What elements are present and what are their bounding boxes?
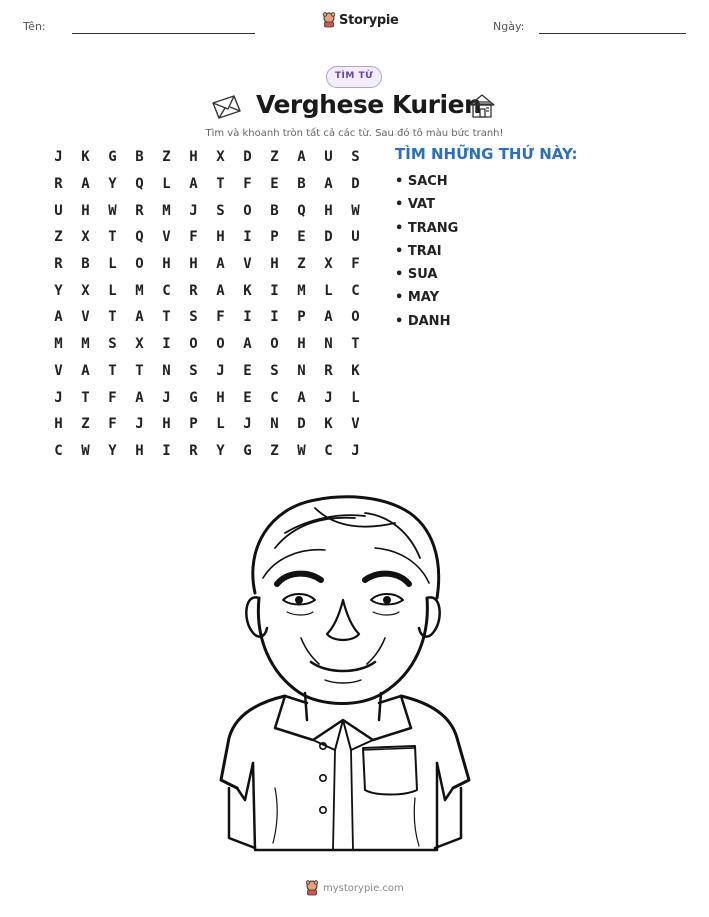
- grid-letter[interactable]: G: [108, 149, 117, 166]
- grid-letter[interactable]: Z: [54, 229, 63, 246]
- grid-letter[interactable]: H: [324, 202, 333, 219]
- grid-letter[interactable]: F: [189, 229, 198, 246]
- grid-letter[interactable]: P: [189, 416, 198, 433]
- grid-letter[interactable]: S: [189, 309, 198, 326]
- word-list: [395, 170, 458, 333]
- grid-letter[interactable]: N: [324, 336, 333, 353]
- grid-letter[interactable]: X: [135, 336, 144, 353]
- grid-letter[interactable]: A: [216, 256, 225, 273]
- grid-letter[interactable]: C: [54, 442, 63, 459]
- grid-letter[interactable]: R: [54, 256, 63, 273]
- word-list-item: • TRAI: [395, 243, 442, 259]
- grid-letter[interactable]: N: [162, 362, 171, 379]
- grid-letter[interactable]: V: [81, 309, 90, 326]
- grid-letter[interactable]: A: [81, 362, 90, 379]
- grid-letter[interactable]: I: [243, 309, 252, 326]
- grid-letter[interactable]: P: [297, 309, 306, 326]
- grid-letter[interactable]: Z: [81, 416, 90, 433]
- grid-letter[interactable]: M: [81, 336, 90, 353]
- grid-letter[interactable]: O: [135, 256, 144, 273]
- grid-letter[interactable]: L: [108, 282, 117, 299]
- grid-letter[interactable]: O: [189, 336, 198, 353]
- grid-letter[interactable]: U: [54, 202, 63, 219]
- grid-letter[interactable]: D: [324, 229, 333, 246]
- instructions: Tìm và khoanh tròn tất cả các từ. Sau đó tô màu bức tranh!: [205, 128, 504, 139]
- grid-letter[interactable]: Q: [135, 229, 144, 246]
- grid-letter[interactable]: A: [135, 389, 144, 406]
- grid-letter[interactable]: H: [162, 416, 171, 433]
- grid-letter[interactable]: X: [81, 229, 90, 246]
- grid-letter[interactable]: B: [270, 202, 279, 219]
- name-label: Tên:: [23, 20, 46, 33]
- grid-letter[interactable]: T: [81, 389, 90, 406]
- grid-letter[interactable]: B: [135, 149, 144, 166]
- grid-letter[interactable]: H: [297, 336, 306, 353]
- hut-icon: [467, 92, 497, 120]
- grid-letter[interactable]: Y: [108, 442, 117, 459]
- grid-letter[interactable]: A: [216, 282, 225, 299]
- grid-letter[interactable]: T: [108, 309, 117, 326]
- grid-letter[interactable]: Z: [270, 149, 279, 166]
- grid-letter[interactable]: G: [243, 442, 252, 459]
- grid-letter[interactable]: F: [108, 416, 117, 433]
- grid-letter[interactable]: L: [216, 416, 225, 433]
- grid-letter[interactable]: S: [216, 202, 225, 219]
- grid-letter[interactable]: V: [243, 256, 252, 273]
- name-line[interactable]: [72, 33, 255, 34]
- grid-letter[interactable]: E: [243, 362, 252, 379]
- word-list-item: • MAY: [395, 290, 440, 306]
- grid-letter[interactable]: K: [81, 149, 90, 166]
- word-list-title: TÌM NHỮNG THỨ NÀY:: [395, 145, 578, 163]
- grid-letter[interactable]: E: [243, 389, 252, 406]
- date-line[interactable]: [539, 33, 686, 34]
- grid-letter[interactable]: L: [351, 389, 360, 406]
- grid-letter[interactable]: R: [54, 176, 63, 193]
- grid-letter[interactable]: T: [108, 362, 117, 379]
- grid-letter[interactable]: A: [297, 149, 306, 166]
- grid-letter[interactable]: E: [297, 229, 306, 246]
- grid-letter[interactable]: J: [243, 416, 252, 433]
- word-list-item: • SACH: [395, 174, 448, 189]
- envelope-icon: [210, 94, 243, 120]
- grid-letter[interactable]: X: [216, 149, 225, 166]
- word-list-item: • VAT: [395, 197, 435, 213]
- word-list-item: • TRANG: [395, 220, 459, 236]
- grid-letter[interactable]: A: [54, 309, 63, 326]
- grid-letter[interactable]: M: [54, 336, 63, 353]
- grid-letter[interactable]: J: [162, 389, 171, 406]
- grid-letter[interactable]: R: [189, 442, 198, 459]
- grid-letter[interactable]: N: [270, 416, 279, 433]
- grid-letter[interactable]: A: [324, 176, 333, 193]
- grid-letter[interactable]: V: [351, 416, 360, 433]
- grid-letter[interactable]: E: [270, 176, 279, 193]
- grid-letter[interactable]: X: [324, 256, 333, 273]
- grid-letter[interactable]: M: [162, 202, 171, 219]
- grid-letter[interactable]: C: [324, 442, 333, 459]
- grid-letter[interactable]: I: [270, 309, 279, 326]
- puzzle-badge: TÌM TỪ: [326, 66, 382, 88]
- grid-letter[interactable]: H: [189, 256, 198, 273]
- grid-letter[interactable]: A: [81, 176, 90, 193]
- page-title: Verghese Kurien: [256, 90, 482, 119]
- grid-letter[interactable]: H: [81, 202, 90, 219]
- grid-letter[interactable]: H: [216, 229, 225, 246]
- grid-letter[interactable]: K: [243, 282, 252, 299]
- grid-letter[interactable]: A: [324, 309, 333, 326]
- grid-letter[interactable]: J: [135, 416, 144, 433]
- grid-letter[interactable]: X: [81, 282, 90, 299]
- grid-letter[interactable]: M: [135, 282, 144, 299]
- grid-letter[interactable]: O: [270, 336, 279, 353]
- grid-letter[interactable]: M: [297, 282, 306, 299]
- grid-letter[interactable]: H: [189, 149, 198, 166]
- grid-letter[interactable]: S: [351, 149, 360, 166]
- grid-letter[interactable]: F: [216, 309, 225, 326]
- grid-letter[interactable]: I: [243, 229, 252, 246]
- grid-letter[interactable]: Q: [297, 202, 306, 219]
- grid-letter[interactable]: S: [270, 362, 279, 379]
- grid-letter[interactable]: C: [162, 282, 171, 299]
- grid-letter[interactable]: N: [297, 362, 306, 379]
- brand-name: Storypie: [339, 12, 399, 28]
- grid-letter[interactable]: F: [108, 389, 117, 406]
- grid-letter[interactable]: B: [81, 256, 90, 273]
- grid-letter[interactable]: A: [243, 336, 252, 353]
- grid-letter[interactable]: W: [351, 202, 360, 219]
- grid-letter[interactable]: K: [324, 416, 333, 433]
- grid-letter[interactable]: J: [216, 362, 225, 379]
- grid-letter[interactable]: R: [324, 362, 333, 379]
- grid-letter[interactable]: T: [108, 229, 117, 246]
- grid-letter[interactable]: C: [351, 282, 360, 299]
- grid-letter[interactable]: S: [108, 336, 117, 353]
- grid-letter[interactable]: B: [297, 176, 306, 193]
- date-label: Ngày:: [493, 20, 525, 33]
- grid-letter[interactable]: W: [108, 202, 117, 219]
- grid-letter[interactable]: A: [189, 176, 198, 193]
- grid-letter[interactable]: H: [54, 416, 63, 433]
- grid-letter[interactable]: J: [351, 442, 360, 459]
- grid-letter[interactable]: A: [135, 309, 144, 326]
- grid-letter[interactable]: R: [189, 282, 198, 299]
- grid-letter[interactable]: V: [54, 362, 63, 379]
- grid-letter[interactable]: J: [189, 202, 198, 219]
- brand: [322, 12, 399, 28]
- grid-letter[interactable]: H: [135, 442, 144, 459]
- grid-letter[interactable]: D: [243, 149, 252, 166]
- grid-letter[interactable]: Z: [270, 442, 279, 459]
- grid-letter[interactable]: L: [162, 176, 171, 193]
- grid-letter[interactable]: Y: [54, 282, 63, 299]
- footer-url[interactable]: mystorypie.com: [323, 882, 404, 894]
- letter-grid: [45, 144, 370, 464]
- storypie-logo-icon: [305, 880, 319, 896]
- word-list-item: • SUA: [395, 267, 438, 283]
- grid-letter[interactable]: K: [351, 362, 360, 379]
- grid-letter[interactable]: V: [162, 229, 171, 246]
- grid-letter[interactable]: Y: [108, 176, 117, 193]
- grid-letter[interactable]: Z: [162, 149, 171, 166]
- grid-letter[interactable]: L: [324, 282, 333, 299]
- grid-letter[interactable]: R: [135, 202, 144, 219]
- grid-letter[interactable]: I: [162, 336, 171, 353]
- grid-letter[interactable]: I: [162, 442, 171, 459]
- grid-letter[interactable]: Z: [297, 256, 306, 273]
- grid-letter[interactable]: O: [216, 336, 225, 353]
- grid-letter[interactable]: U: [324, 149, 333, 166]
- grid-letter[interactable]: P: [270, 229, 279, 246]
- grid-letter[interactable]: U: [351, 229, 360, 246]
- grid-letter[interactable]: D: [297, 416, 306, 433]
- grid-letter[interactable]: W: [81, 442, 90, 459]
- grid-letter[interactable]: T: [216, 176, 225, 193]
- grid-letter[interactable]: I: [270, 282, 279, 299]
- grid-letter[interactable]: D: [351, 176, 360, 193]
- portrait-coloring-illustration[interactable]: [215, 488, 495, 853]
- footer: [305, 880, 404, 896]
- word-list-item: • DANH: [395, 313, 451, 329]
- grid-letter[interactable]: T: [135, 362, 144, 379]
- grid-letter[interactable]: O: [351, 309, 360, 326]
- grid-letter[interactable]: S: [189, 362, 198, 379]
- grid-letter[interactable]: G: [189, 389, 198, 406]
- grid-letter[interactable]: H: [216, 389, 225, 406]
- grid-letter[interactable]: T: [162, 309, 171, 326]
- grid-letter[interactable]: A: [297, 389, 306, 406]
- grid-letter[interactable]: H: [270, 256, 279, 273]
- grid-letter[interactable]: W: [297, 442, 306, 459]
- grid-letter[interactable]: J: [54, 389, 63, 406]
- grid-letter[interactable]: O: [243, 202, 252, 219]
- grid-letter[interactable]: H: [162, 256, 171, 273]
- grid-letter[interactable]: Y: [216, 442, 225, 459]
- grid-letter[interactable]: F: [243, 176, 252, 193]
- grid-letter[interactable]: L: [108, 256, 117, 273]
- grid-letter[interactable]: Q: [135, 176, 144, 193]
- grid-letter[interactable]: C: [270, 389, 279, 406]
- grid-letter[interactable]: J: [324, 389, 333, 406]
- storypie-logo-icon: [322, 12, 336, 28]
- grid-letter[interactable]: T: [351, 336, 360, 353]
- grid-letter[interactable]: F: [351, 256, 360, 273]
- grid-letter[interactable]: J: [54, 149, 63, 166]
